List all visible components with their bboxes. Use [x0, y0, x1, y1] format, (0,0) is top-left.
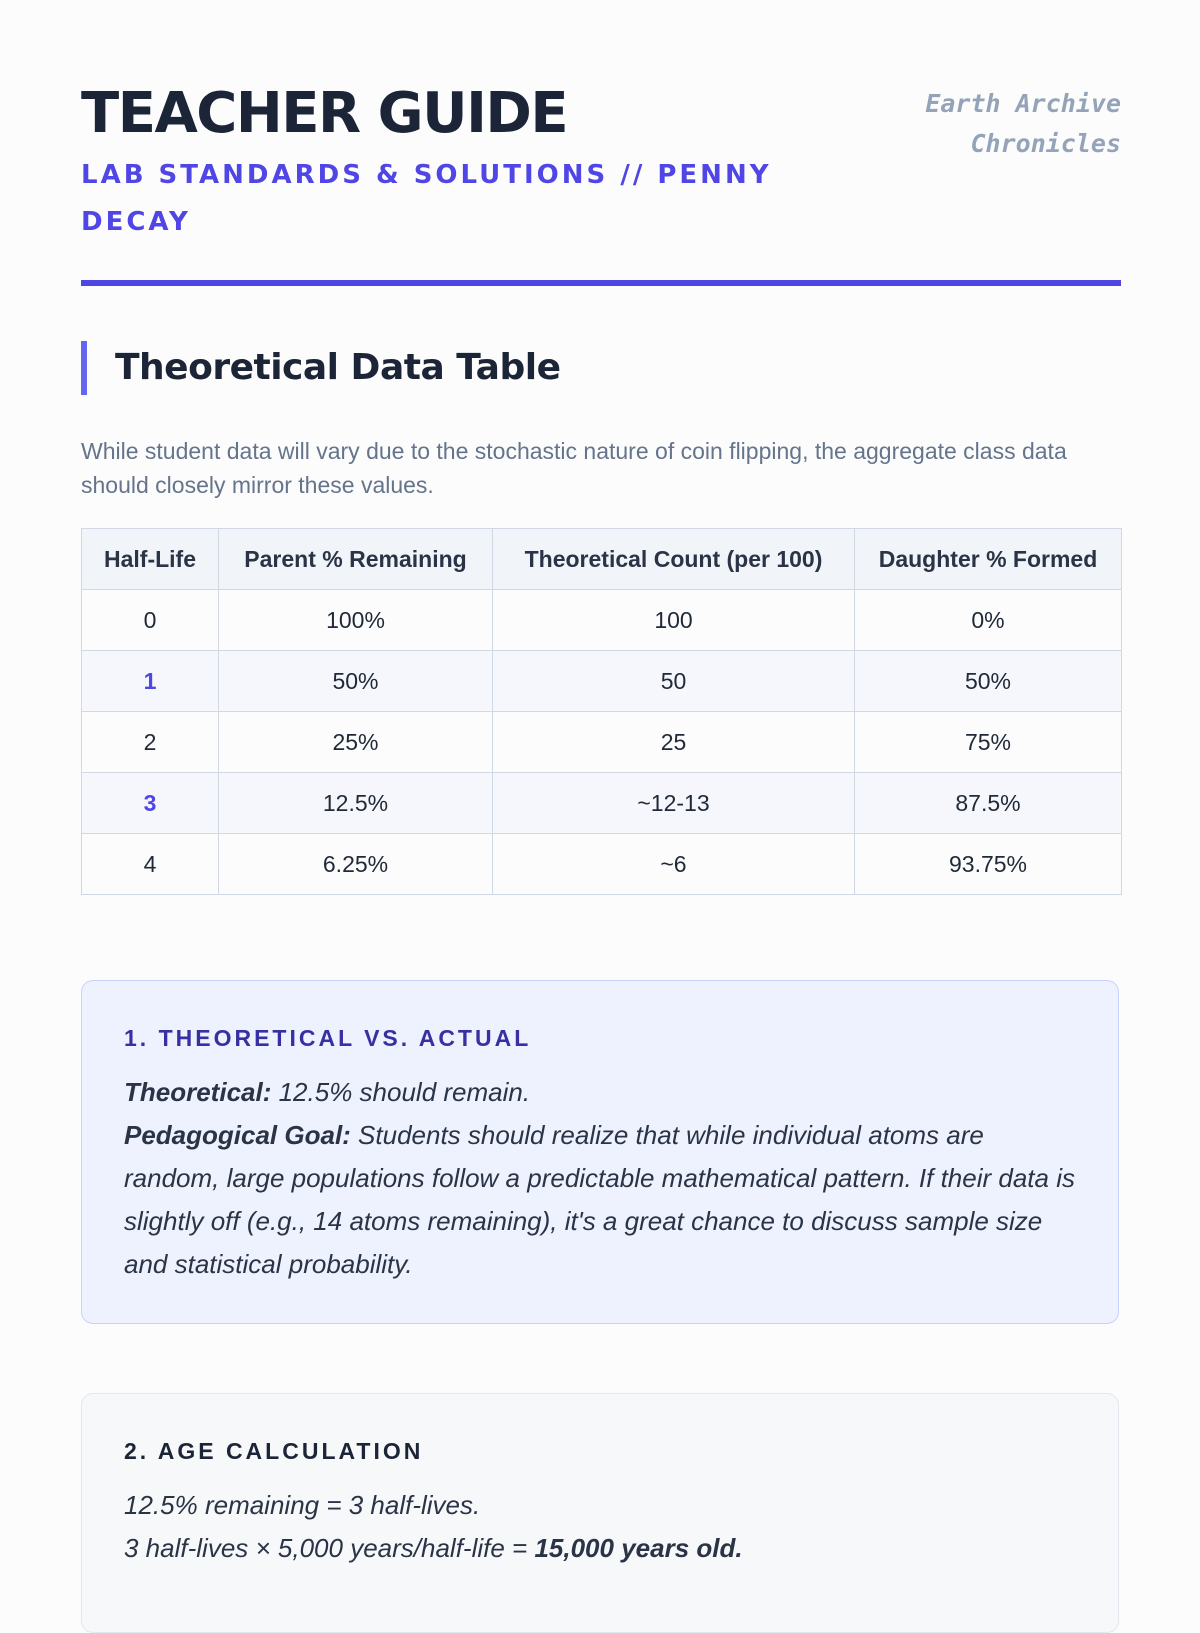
- table-row: [82, 834, 1122, 895]
- column-header-daughter-formed: Daughter % Formed: [855, 529, 1122, 590]
- brand-line-1: Earth Archive: [925, 89, 1121, 118]
- cell-theoretical-count: 100: [493, 590, 855, 651]
- brand-logo: [861, 84, 1121, 164]
- cell-daughter-formed: 50%: [855, 651, 1122, 712]
- card-title: 1. THEORETICAL VS. ACTUAL: [124, 1025, 532, 1051]
- calculation-line-2: [124, 1527, 1078, 1570]
- section-heading: [81, 341, 561, 395]
- header-divider: [81, 280, 1121, 286]
- table-row: [82, 712, 1122, 773]
- table-row: [82, 773, 1122, 834]
- header: [81, 81, 1121, 246]
- table-row: [82, 651, 1122, 712]
- cell-parent-remaining: 12.5%: [219, 773, 493, 834]
- theoretical-note: [124, 1071, 1078, 1114]
- table-row: [82, 590, 1122, 651]
- page-subtitle: LAB STANDARDS & SOLUTIONS // PENNY DECAY: [81, 160, 772, 237]
- cell-theoretical-count: 50: [493, 651, 855, 712]
- table-header-row: [82, 529, 1122, 590]
- section-title: Theoretical Data Table: [115, 347, 561, 388]
- cell-daughter-formed: 87.5%: [855, 773, 1122, 834]
- cell-theoretical-count: ~6: [493, 834, 855, 895]
- cell-parent-remaining: 6.25%: [219, 834, 493, 895]
- cell-half-life: 3: [82, 773, 219, 834]
- cell-half-life: 2: [82, 712, 219, 773]
- cell-parent-remaining: 100%: [219, 590, 493, 651]
- data-table: [81, 528, 1121, 895]
- cell-half-life: 1: [82, 651, 219, 712]
- calculation-line-1: 12.5% remaining = 3 half-lives.: [124, 1490, 481, 1520]
- cell-daughter-formed: 75%: [855, 712, 1122, 773]
- column-header-parent-remaining: Parent % Remaining: [219, 529, 493, 590]
- page-title: TEACHER GUIDE: [81, 81, 568, 146]
- calculation-result: 15,000 years old.: [534, 1533, 743, 1563]
- theoretical-text: 12.5% should remain.: [271, 1077, 531, 1107]
- theoretical-label: Theoretical:: [124, 1077, 272, 1107]
- theoretical-vs-actual-card: [81, 980, 1119, 1324]
- section-intro: While student data will vary due to the stochastic nature of coin flipping, the aggregate class data should closely mirror these values.: [81, 438, 1067, 498]
- cell-half-life: 4: [82, 834, 219, 895]
- cell-theoretical-count: 25: [493, 712, 855, 773]
- pedagogical-goal-note: [124, 1114, 1078, 1286]
- age-calculation-card: [81, 1393, 1119, 1633]
- brand-line-2: Chronicles: [970, 129, 1121, 158]
- calculation-text: 3 half-lives × 5,000 years/half-life =: [124, 1533, 535, 1563]
- cell-half-life: 0: [82, 590, 219, 651]
- cell-theoretical-count: ~12-13: [493, 773, 855, 834]
- card-title: 2. AGE CALCULATION: [124, 1438, 424, 1464]
- cell-daughter-formed: 93.75%: [855, 834, 1122, 895]
- cell-parent-remaining: 25%: [219, 712, 493, 773]
- cell-daughter-formed: 0%: [855, 590, 1122, 651]
- cell-parent-remaining: 50%: [219, 651, 493, 712]
- column-header-theoretical-count: Theoretical Count (per 100): [493, 529, 855, 590]
- column-header-half-life: Half-Life: [82, 529, 219, 590]
- goal-label: Pedagogical Goal:: [124, 1120, 351, 1150]
- goal-text: Students should realize that while individual atoms are random, large populations follow a predictable mathematical pattern. If their data is slightly off (e.g., 14 atoms remaining), it's a great chance to discuss sample size and statistical probability.: [124, 1120, 1075, 1279]
